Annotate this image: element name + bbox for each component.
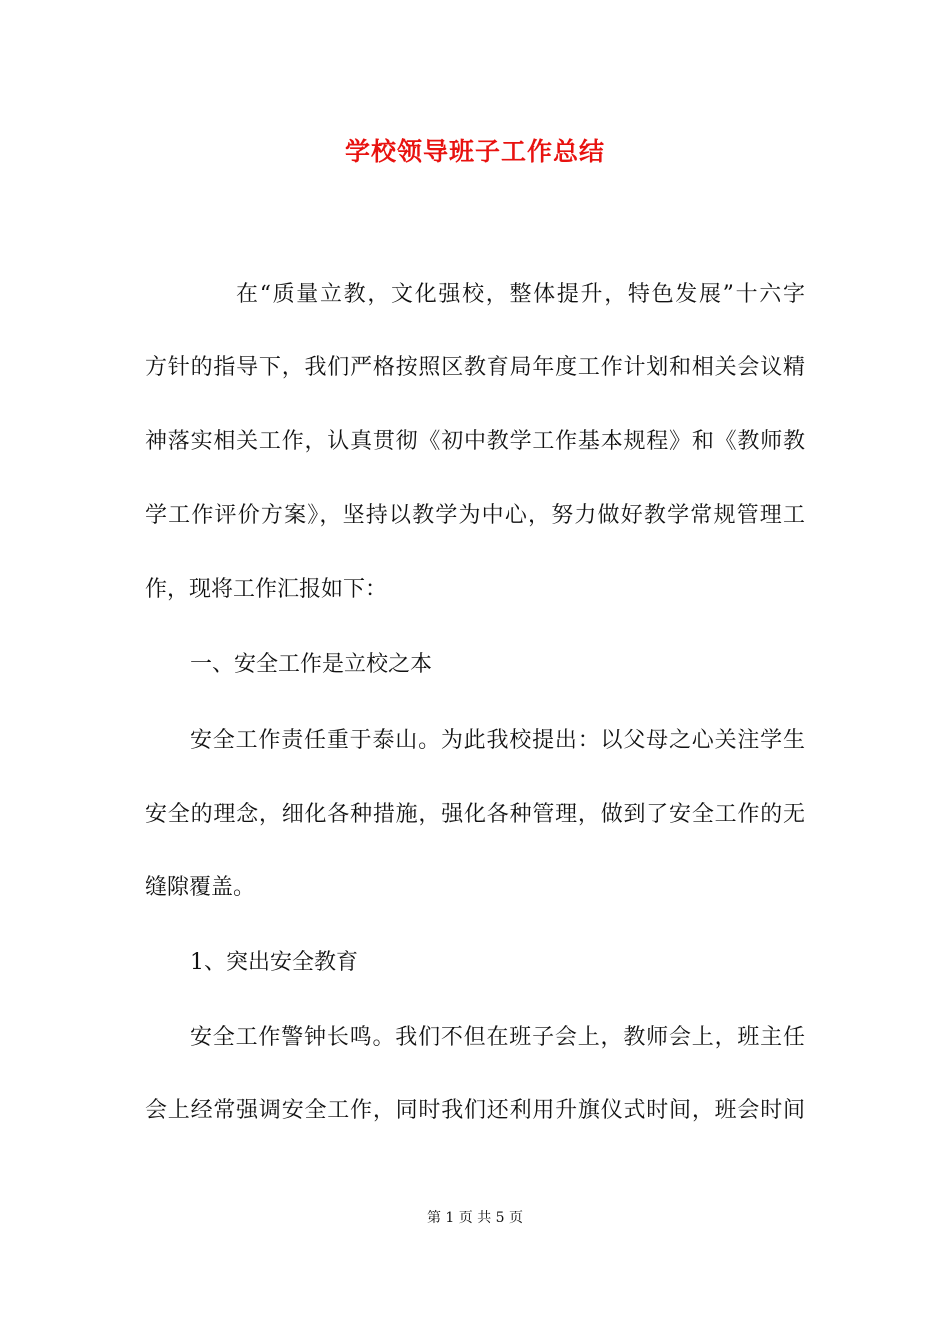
document-title: 学校领导班子工作总结 [344, 137, 605, 166]
paragraph-line: 安全的理念，细化各种措施，强化各种管理，做到了安全工作的无 [145, 802, 805, 827]
paragraph-line: 学工作评价方案》，坚持以教学为中心，努力做好教学常规管理工 [145, 503, 805, 528]
paragraph-line: 缝隙覆盖。 [145, 875, 256, 900]
page-number: 第 1 页 共 5 页 [426, 1210, 524, 1226]
section-heading: 一、安全工作是立校之本 [190, 652, 433, 677]
paragraph-line: 作，现将工作汇报如下： [145, 577, 388, 602]
paragraph-line: 安全工作警钟长鸣。我们不但在班子会上，教师会上，班主任 [190, 1025, 805, 1050]
paragraph-line: 会上经常强调安全工作，同时我们还利用升旗仪式时间，班会时间 [145, 1098, 805, 1123]
paragraph-line: 安全工作责任重于泰山。为此我校提出：以父母之心关注学生 [190, 728, 805, 753]
paragraph-line: 方针的指导下，我们严格按照区教育局年度工作计划和相关会议精 [145, 355, 805, 380]
paragraph-line: 神落实相关工作，认真贯彻《初中教学工作基本规程》和《教师教 [145, 429, 805, 454]
subsection-heading: 1、突出安全教育 [190, 950, 358, 975]
paragraph-line: 在“质量立教，文化强校，整体提升，特色发展”十六字 [236, 282, 805, 307]
